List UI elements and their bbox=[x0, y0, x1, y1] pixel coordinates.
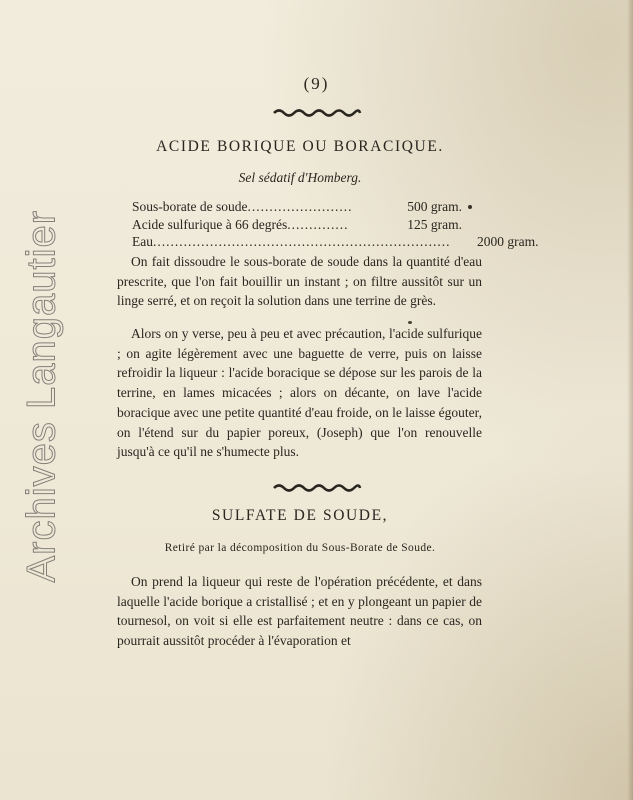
page-number: (9) bbox=[303, 74, 330, 93]
section-title: ACIDE BORIQUE OU BORACIQUE. bbox=[156, 138, 444, 155]
ingredient-quantity: 500 gram. bbox=[407, 199, 462, 214]
leader-dots: .................................................................... bbox=[153, 234, 451, 249]
ingredient-name: Acide sulfurique à 66 degrés bbox=[132, 216, 288, 232]
recipe-row bbox=[132, 233, 539, 251]
recipe-row bbox=[132, 198, 462, 216]
leader-dots: .............. bbox=[287, 216, 349, 232]
body-paragraph: On prend la liqueur qui reste de l'opération précédente, et dans laquelle l'acide borique a cristallisé ; et en y plongeant un papier de tournesol, on voit si elle est parfaitement neutre : dans ce cas, on pourrait aussitôt procéder à l'évaporation et bbox=[117, 574, 482, 649]
ink-spot bbox=[468, 205, 472, 209]
section-title: SULFATE DE SOUDE, bbox=[211, 507, 389, 524]
ingredient-quantity: 125 gram. bbox=[407, 216, 462, 232]
leader-dots: ........................ bbox=[247, 199, 353, 214]
page-edge-shadow bbox=[627, 0, 633, 800]
body-paragraph: Alors on y verse, peu à peu et avec précaution, l'acide sulfurique ; on agite légèrement avec une baguette de verre, puis on laisse refroidir la liqueur : l'acide boracique se dépose sur les parois de la terrine, en lames micacées ; alors on décante, on lave l'acide boracique avec une petite quantité d'eau froide, on le laisse égouter, on l'étend sur du papier poreux, (Joseph) que l'on renouvelle jusqu'à ce qu'il ne s'humecte plus. bbox=[117, 326, 482, 460]
archive-watermark: Archives Langautier bbox=[19, 209, 64, 583]
ingredient-name: Sous-borate de soude bbox=[132, 199, 248, 214]
recipe-table bbox=[132, 198, 539, 251]
recipe-row bbox=[132, 216, 462, 234]
ingredient-name: Eau bbox=[132, 234, 153, 249]
ornament-divider bbox=[272, 108, 362, 118]
ingredient-quantity: 2000 gram. bbox=[477, 234, 539, 249]
section-subtitle: Retiré par la décomposition du Sous-Borate de Soude. bbox=[164, 542, 436, 554]
ornament-divider bbox=[272, 483, 362, 493]
body-paragraph: On fait dissoudre le sous-borate de soude dans la quantité d'eau prescrite, que l'on fait bouillir un instant ; on filtre aussitôt sur un linge serré, et on reçoit la solution dans une terrine de grès. bbox=[117, 254, 482, 309]
section-subtitle: Sel sédatif d'Homberg. bbox=[238, 170, 362, 185]
